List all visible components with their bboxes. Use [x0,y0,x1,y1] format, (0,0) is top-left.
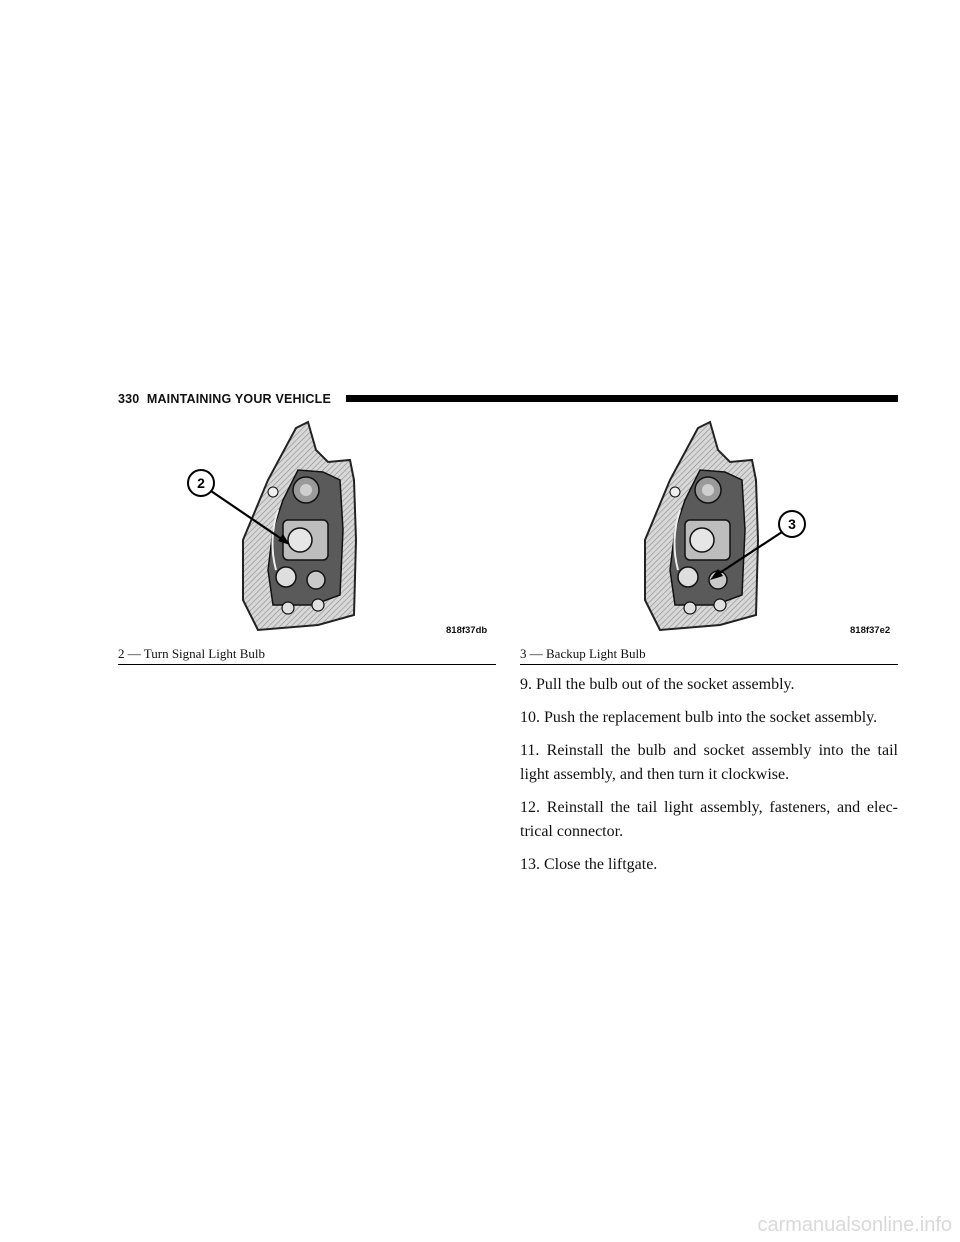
figure-code: 818f37e2 [850,625,891,636]
callout-number: 2 [197,475,205,491]
step-11: 11. Reinstall the bulb and socket assembly into the tail light assembly, and then turn it clockwise. [520,742,898,783]
header-rule [346,395,898,402]
figure-code: 818f37db [446,625,488,636]
tail-light-illustration-1 [118,420,496,642]
figure-backup-light [520,420,898,642]
step-10: 10. Push the replacement bulb into the socket assembly. [520,709,878,726]
page-number: 330 [118,392,140,406]
header-title [118,391,331,407]
step-13: 13. Close the liftgate. [520,856,658,873]
figure-turn-signal [118,420,496,642]
watermark: carmanualsonline.info [757,1214,952,1236]
instruction-steps [520,673,898,886]
figure-caption-backup-light: 3 — Backup Light Bulb [520,646,898,665]
section-title: MAINTAINING YOUR VEHICLE [146,392,332,406]
page-header [118,391,898,407]
tail-light-illustration-2 [520,420,898,642]
callout-number: 3 [788,516,796,532]
figure-caption-turn-signal: 2 — Turn Signal Light Bulb [118,646,496,665]
step-9: 9. Pull the bulb out of the socket assembly. [520,676,795,693]
tail-light-housing [243,422,356,630]
step-12: 12. Reinstall the tail light assembly, fasteners, and elec-trical connector. [520,799,898,840]
tail-light-housing [645,422,758,630]
